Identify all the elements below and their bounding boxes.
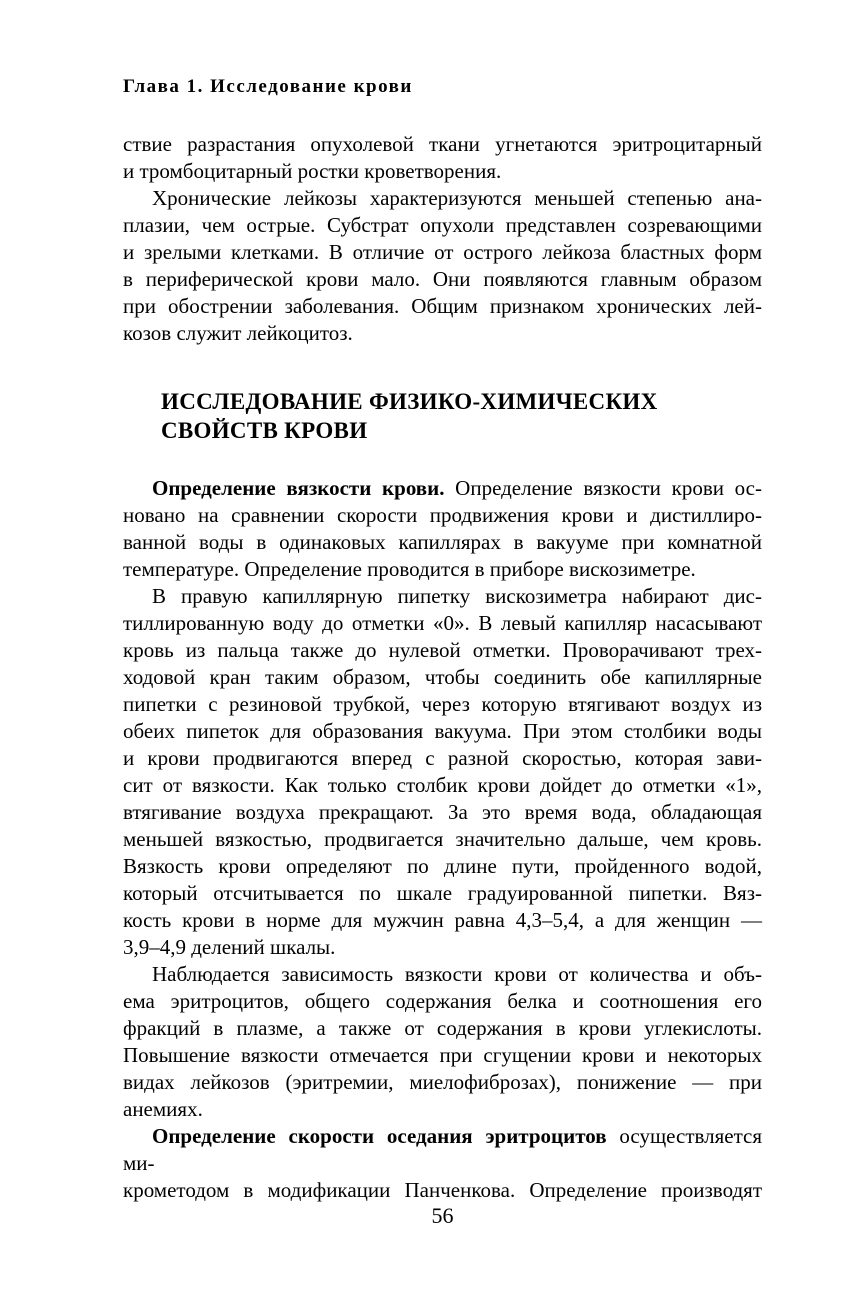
text-run: плазии, чем острые. Субстрат опухоли представлен созревающими xyxy=(123,213,762,237)
text-body xyxy=(123,131,762,1204)
text-line xyxy=(123,131,762,158)
text-run: ванной воды в одинаковых капиллярах в вакууме при комнатной xyxy=(123,530,762,554)
text-run: кость крови в норме для мужчин равна 4,3–5,4, а для женщин — xyxy=(123,908,762,932)
text-line xyxy=(123,1042,762,1069)
text-run: в периферической крови мало. Они появляются главным образом xyxy=(123,267,762,291)
text-line xyxy=(161,416,762,445)
text-line xyxy=(123,1177,762,1204)
text-run: меньшей вязкостью, продвигается значительно дальше, чем кровь. xyxy=(123,827,762,851)
text-line xyxy=(123,745,762,772)
text-line xyxy=(123,185,762,212)
text-run: ема эритроцитов, общего содержания белка и соотношения его xyxy=(123,989,762,1013)
text-run: анемиях. xyxy=(123,1097,203,1121)
paragraph xyxy=(123,185,762,347)
text-run: кровь из пальца также до нулевой отметки. Проворачивают трех- xyxy=(123,638,762,662)
text-run: ходовой кран таким образом, чтобы соединить обе капиллярные xyxy=(123,665,762,689)
paragraph xyxy=(123,961,762,1123)
text-run: при обострении заболевания. Общим признаком хронических лей- xyxy=(123,294,762,318)
paragraph xyxy=(123,131,762,185)
text-run: тиллированную воду до отметки «0». В левый капилляр насасывают xyxy=(123,611,762,635)
text-run: фракций в плазме, а также от содержания в крови углекислоты. xyxy=(123,1016,762,1040)
text-run: видах лейкозов (эритремии, миелофиброзах), понижение — при xyxy=(123,1070,762,1094)
text-line xyxy=(123,988,762,1015)
text-line xyxy=(123,934,762,961)
page-number: 56 xyxy=(431,1203,454,1228)
paragraph xyxy=(123,475,762,583)
text-run: втягивание воздуха прекращают. За это время вода, обладающая xyxy=(123,800,762,824)
text-line xyxy=(123,293,762,320)
text-line xyxy=(123,853,762,880)
text-run: ствие разрастания опухолевой ткани угнетаются эритроцитарный xyxy=(123,132,762,156)
text-run: обеих пипеток для образования вакуума. При этом столбики воды xyxy=(123,719,762,743)
text-line xyxy=(161,387,762,416)
text-line xyxy=(123,1123,762,1177)
text-run: ИССЛЕДОВАНИЕ ФИЗИКО-ХИМИЧЕСКИХ xyxy=(161,389,658,414)
text-run: новано на сравнении скорости продвижения крови и дистиллиро- xyxy=(123,503,762,527)
text-run: и тромбоцитарный ростки кроветворения. xyxy=(123,159,502,183)
text-run: Определение вязкости крови ос- xyxy=(444,476,762,500)
text-line xyxy=(123,320,762,347)
text-line xyxy=(123,583,762,610)
text-line xyxy=(123,266,762,293)
text-run: который отсчитывается по шкале градуированной пипетки. Вяз- xyxy=(123,881,762,905)
paragraph xyxy=(123,583,762,961)
text-line xyxy=(123,475,762,502)
text-run: Вязкость крови определяют по длине пути, пройденного водой, xyxy=(123,854,762,878)
text-run: Хронические лейкозы характеризуются меньшей степенью ана- xyxy=(152,186,762,210)
text-line xyxy=(123,610,762,637)
text-run: СВОЙСТВ КРОВИ xyxy=(161,418,368,443)
text-line xyxy=(123,907,762,934)
text-run: сит от вязкости. Как только столбик крови дойдет до отметки «1», xyxy=(123,773,762,797)
text-run: Определение вязкости крови. xyxy=(152,476,445,500)
text-run: Определение скорости оседания эритроцитов xyxy=(152,1124,607,1148)
chapter-header: Глава 1. Исследование крови xyxy=(123,76,413,97)
text-line xyxy=(123,1096,762,1123)
text-run: осуществляется ми- xyxy=(123,1124,763,1175)
text-run: крометодом в модификации Панченкова. Определение производят xyxy=(123,1178,762,1202)
text-line xyxy=(123,239,762,266)
text-line xyxy=(123,158,762,185)
text-line xyxy=(123,826,762,853)
text-run: температуре. Определение проводится в приборе вискозиметре. xyxy=(123,557,696,581)
text-line xyxy=(123,691,762,718)
text-line xyxy=(123,502,762,529)
text-line xyxy=(123,1015,762,1042)
paragraph xyxy=(123,1123,762,1204)
text-line xyxy=(123,664,762,691)
text-run: В правую капиллярную пипетку вискозиметра набирают дис- xyxy=(152,584,762,608)
text-run: и зрелыми клетками. В отличие от острого лейкоза бластных форм xyxy=(123,240,762,264)
text-run: и крови продвигаются вперед с разной скоростью, которая зави- xyxy=(123,746,762,770)
text-line xyxy=(123,772,762,799)
text-line xyxy=(123,212,762,239)
text-line xyxy=(123,556,762,583)
text-run: 3,9–4,9 делений шкалы. xyxy=(123,935,336,959)
text-run: козов служит лейкоцитоз. xyxy=(123,321,353,345)
text-line xyxy=(123,880,762,907)
text-line xyxy=(123,961,762,988)
text-line xyxy=(123,529,762,556)
text-line xyxy=(123,718,762,745)
text-line xyxy=(123,637,762,664)
text-line xyxy=(123,1069,762,1096)
section-heading xyxy=(161,387,762,445)
text-run: Повышение вязкости отмечается при сгущении крови и некоторых xyxy=(123,1043,762,1067)
text-line xyxy=(123,799,762,826)
text-run: Наблюдается зависимость вязкости крови от количества и объ- xyxy=(152,962,762,986)
text-run: пипетки с резиновой трубкой, через которую втягивают воздух из xyxy=(123,692,762,716)
